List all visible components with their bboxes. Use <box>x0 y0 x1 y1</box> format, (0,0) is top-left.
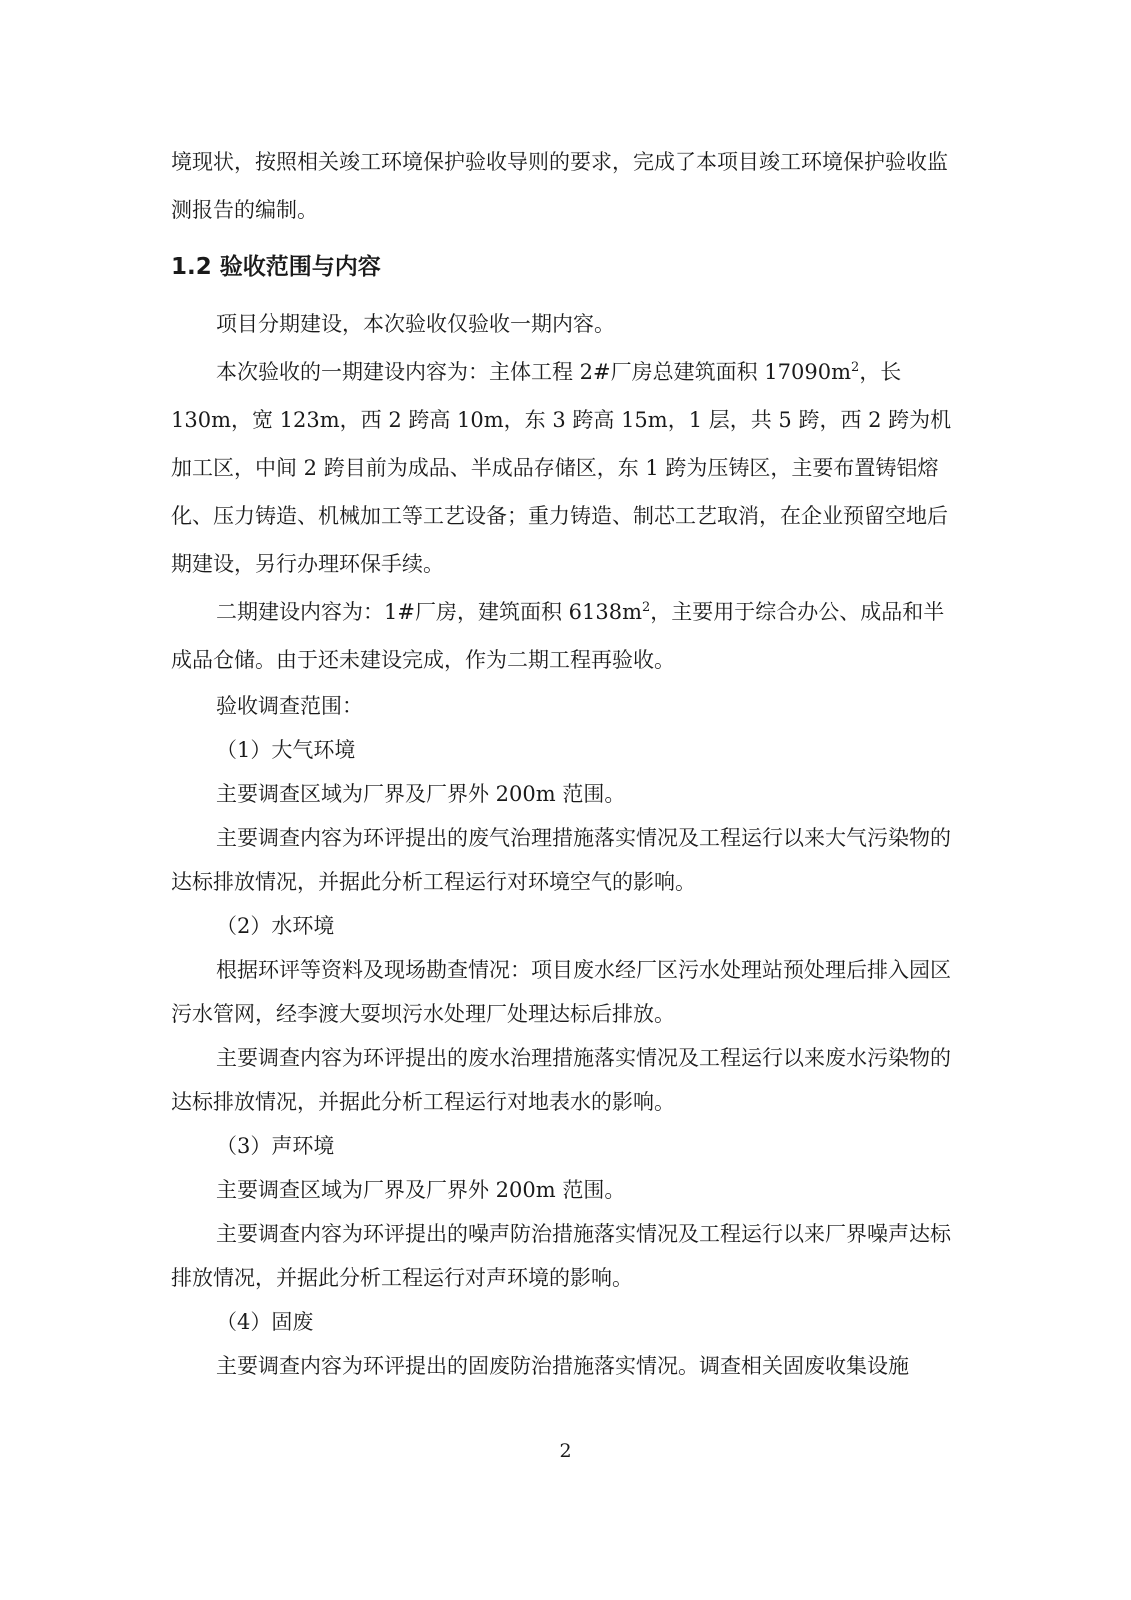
phase1-superscript: 2 <box>851 360 860 375</box>
phase1-text-b: ，长 130m，宽 123m，西 2 跨高 10m，东 3 跨高 15m，1 层，共 5 跨，西 2 跨为机加工区，中间 2 跨目前为成品、半成品存储区，东 1 跨为压铸区，主要布置铸铝熔化、压力铸造、机械加工等工艺设备；重力铸造、制芯工艺取消，在企业预留空地后期建设，另行办理环保手续。 <box>171 360 952 576</box>
water-content: 主要调查内容为环评提出的废水治理措施落实情况及工程运行以来废水污染物的达标排放情况，并据此分析工程运行对地表水的影响。 <box>171 1046 951 1114</box>
solid-content: 主要调查内容为环评提出的固废防治措施落实情况。调查相关固废收集设施 <box>216 1354 909 1378</box>
phase2-superscript: 2 <box>642 600 651 615</box>
water-heading: （2）水环境 <box>216 914 335 938</box>
solid-heading: （4）固废 <box>216 1310 314 1334</box>
noise-area: 主要调查区域为厂界及厂界外 200m 范围。 <box>216 1178 626 1202</box>
phase2-text-b: ，主要用于综合办公、成品和半成品仓储。由于还未建设完成，作为二期工程再验收。 <box>171 600 945 672</box>
noise-content: 主要调查内容为环评提出的噪声防治措施落实情况及工程运行以来厂界噪声达标排放情况，并据此分析工程运行对声环境的影响。 <box>171 1222 951 1290</box>
phase1-paragraph <box>171 348 961 588</box>
air-heading: （1）大气环境 <box>216 738 356 762</box>
noise-heading: （3）声环境 <box>216 1134 335 1158</box>
intro-paragraph: 境现状，按照相关竣工环境保护验收导则的要求，完成了本项目竣工环境保护验收监测报告的编制。 <box>171 150 948 222</box>
page-number: 2 <box>559 1440 572 1462</box>
air-content: 主要调查内容为环评提出的废气治理措施落实情况及工程运行以来大气污染物的达标排放情况，并据此分析工程运行对环境空气的影响。 <box>171 826 951 894</box>
section-title: 1.2 验收范围与内容 <box>171 254 381 280</box>
page-body <box>171 138 961 1388</box>
air-area: 主要调查区域为厂界及厂界外 200m 范围。 <box>216 782 626 806</box>
water-area: 根据环评等资料及现场勘查情况：项目废水经厂区污水处理站预处理后排入园区污水管网，经李渡大耍坝污水处理厂处理达标后排放。 <box>171 958 951 1026</box>
phase2-paragraph <box>171 588 961 684</box>
phase-note: 项目分期建设，本次验收仅验收一期内容。 <box>216 312 615 336</box>
phase2-text-a: 二期建设内容为：1#厂房，建筑面积 6138m <box>216 600 642 624</box>
scope-heading: 验收调查范围： <box>216 694 363 718</box>
phase1-text-a: 本次验收的一期建设内容为：主体工程 2#厂房总建筑面积 17090m <box>216 360 852 384</box>
